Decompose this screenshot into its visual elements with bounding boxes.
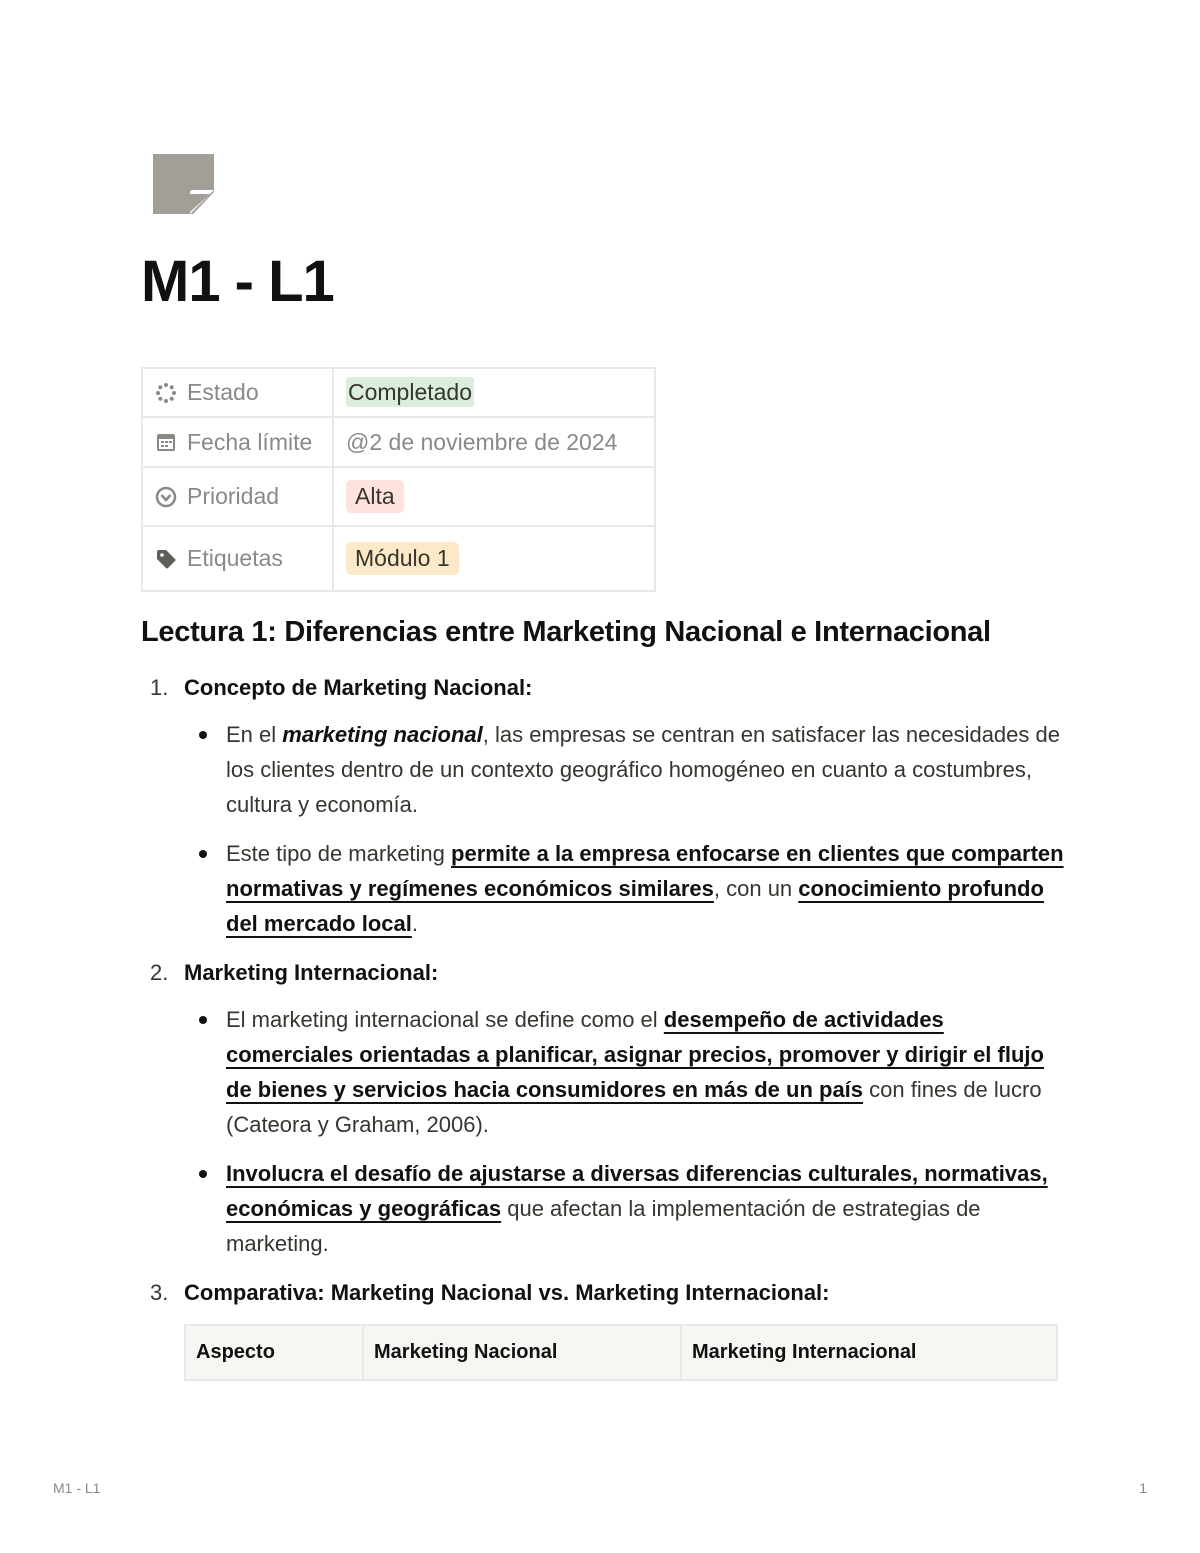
- table-header-row: [185, 1325, 1057, 1380]
- comparison-table: [184, 1324, 1058, 1381]
- status-icon: [155, 382, 177, 404]
- bullet-item: Involucra el desafío de ajustarse a diversas diferencias culturales, normativas, económicas y geográficas que afectan la implementación de estrategias de marketing.: [226, 1156, 1068, 1261]
- section-heading: Lectura 1: Diferencias entre Marketing Nacional e Internacional: [141, 616, 991, 648]
- property-row-etiquetas[interactable]: [142, 526, 655, 591]
- page-icon: [153, 154, 214, 214]
- list-item-heading: Comparativa: Marketing Nacional vs. Marketing Internacional:: [184, 1280, 830, 1305]
- table-header-cell: Marketing Nacional: [363, 1325, 681, 1380]
- bullet-item: Este tipo de marketing permite a la empresa enfocarse en clientes que comparten normativas y regímenes económicos similares, con un conocimiento profundo del mercado local.: [226, 836, 1068, 941]
- priority-value: Alta: [346, 480, 404, 513]
- emphasis-text: marketing nacional: [282, 722, 483, 747]
- list-number: 1.: [150, 675, 169, 700]
- page-title: M1 - L1: [141, 249, 334, 314]
- page-number: 1: [1139, 1480, 1147, 1496]
- status-value: Completado: [348, 379, 473, 405]
- list-item: [148, 955, 1068, 1261]
- bullet-item: El marketing internacional se define como el desempeño de actividades comerciales orientadas a planificar, asignar precios, promover y dirigir el flujo de bienes y servicios hacia consumidores en más de un país con fines de lucro (Cateora y Graham, 2006).: [226, 1002, 1068, 1142]
- underlined-text: Involucra el desafío de ajustarse a diversas diferencias culturales, normativas, económicas y geográficas: [226, 1161, 1048, 1221]
- tag-icon: [155, 548, 177, 570]
- underlined-text: permite a la empresa enfocarse en clientes que comparten normativas y regímenes económicos similares: [226, 841, 1064, 901]
- property-row-estado[interactable]: [142, 368, 655, 417]
- bullet-list: [184, 717, 1068, 941]
- property-row-fecha[interactable]: [142, 417, 655, 467]
- bullet-list: [184, 1002, 1068, 1261]
- property-key: Prioridad: [187, 483, 280, 509]
- footer-title: M1 - L1: [53, 1480, 101, 1496]
- table-header-cell: Marketing Internacional: [681, 1325, 1057, 1380]
- property-key: Etiquetas: [187, 545, 283, 571]
- priority-icon: [155, 486, 177, 508]
- list-item-heading: Concepto de Marketing Nacional:: [184, 675, 533, 700]
- list-number: 2.: [150, 960, 169, 985]
- underlined-text: desempeño de actividades comerciales orientadas a planificar, asignar precios, promover y dirigir el flujo de bienes y servicios hacia consumidores en más de un país: [226, 1007, 1044, 1102]
- property-key: Fecha límite: [187, 428, 313, 455]
- bullet-item: En el marketing nacional, las empresas se centran en satisfacer las necesidades de los clientes dentro de un contexto geográfico homogéneo en cuanto a costumbres, cultura y economía.: [226, 717, 1068, 822]
- properties-table: [141, 367, 656, 592]
- list-item-heading: Marketing Internacional:: [184, 960, 439, 985]
- property-row-prioridad[interactable]: [142, 467, 655, 526]
- underlined-text: conocimiento profundo del mercado local: [226, 876, 1044, 936]
- deadline-value: @2 de noviembre de 2024: [346, 428, 618, 455]
- lecture-content: [148, 670, 1068, 1393]
- calendar-icon: [155, 431, 177, 453]
- numbered-list: [148, 670, 1068, 1381]
- tags-value: Módulo 1: [346, 542, 459, 575]
- property-key: Estado: [187, 379, 259, 405]
- list-number: 3.: [150, 1280, 169, 1305]
- list-item: [148, 1275, 1068, 1381]
- table-header-cell: Aspecto: [185, 1325, 363, 1380]
- list-item: [148, 670, 1068, 941]
